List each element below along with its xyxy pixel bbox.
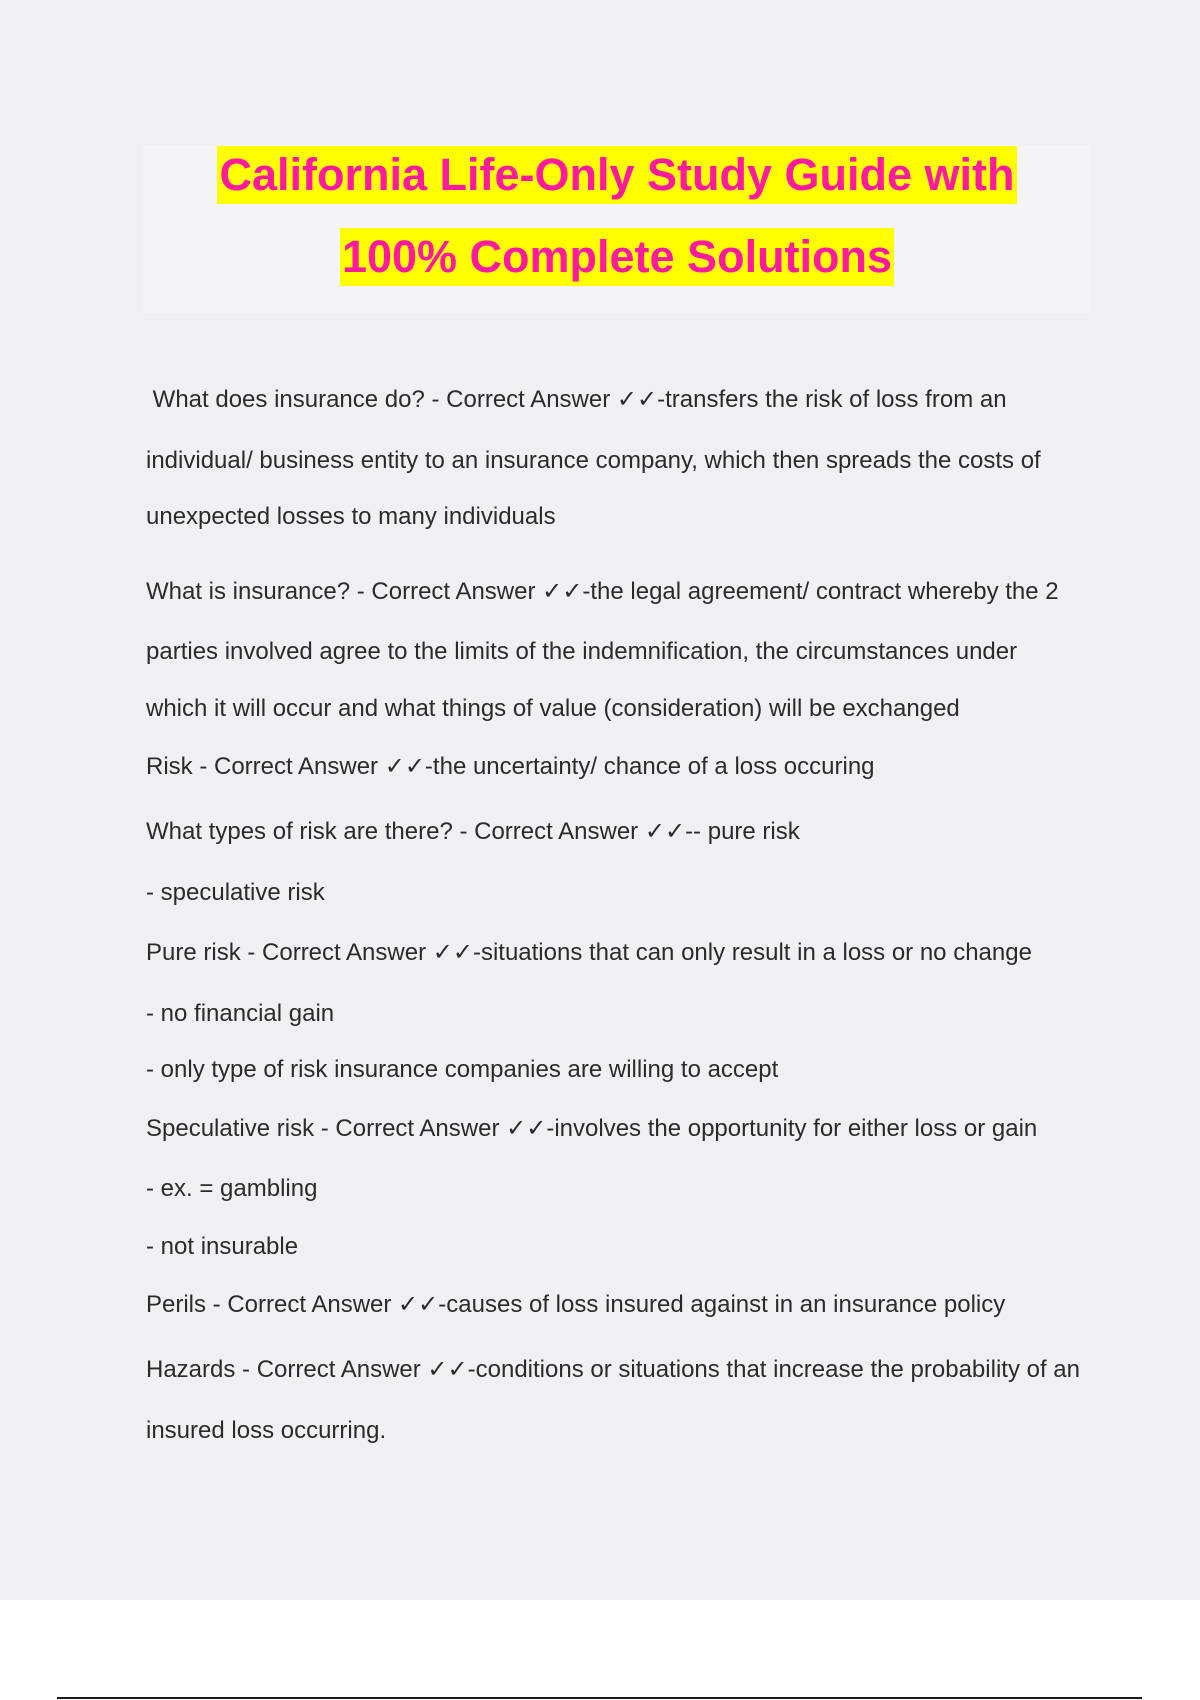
title-line-2-wrapper xyxy=(143,228,1091,286)
text-line: - no financial gain xyxy=(146,1000,335,1027)
title-block xyxy=(143,145,1091,313)
text-line: What does insurance do? - Correct Answer ✓✓-transfers the risk of loss from an xyxy=(146,386,1007,413)
text-line: - not insurable xyxy=(146,1233,299,1260)
text-line: - speculative risk xyxy=(146,879,325,906)
text-line: which it will occur and what things of value (consideration) will be exchanged xyxy=(146,695,960,722)
text-line: Pure risk - Correct Answer ✓✓-situations that can only result in a loss or no change xyxy=(146,939,1032,966)
text-line: Hazards - Correct Answer ✓✓-conditions or situations that increase the probability of an xyxy=(146,1356,1080,1383)
text-line: What types of risk are there? - Correct Answer ✓✓-- pure risk xyxy=(146,818,800,845)
text-line: individual/ business entity to an insurance company, which then spreads the costs of xyxy=(146,447,1041,474)
document-title-line-1: California Life-Only Study Guide with xyxy=(217,146,1016,204)
title-line-1-wrapper xyxy=(143,146,1091,204)
text-line: What is insurance? - Correct Answer ✓✓-the legal agreement/ contract whereby the 2 xyxy=(146,578,1059,605)
document-title-line-2: 100% Complete Solutions xyxy=(340,228,894,286)
text-line: - ex. = gambling xyxy=(146,1175,318,1202)
text-line: parties involved agree to the limits of the indemnification, the circumstances under xyxy=(146,638,1018,665)
text-line: insured loss occurring. xyxy=(146,1417,387,1444)
text-line: unexpected losses to many individuals xyxy=(146,503,556,530)
text-line: - only type of risk insurance companies are willing to accept xyxy=(146,1056,779,1083)
text-line: Speculative risk - Correct Answer ✓✓-involves the opportunity for either loss or gain xyxy=(146,1115,1038,1142)
text-line: Perils - Correct Answer ✓✓-causes of loss insured against in an insurance policy xyxy=(146,1291,1006,1318)
text-line: Risk - Correct Answer ✓✓-the uncertainty/ chance of a loss occuring xyxy=(146,753,875,780)
footer-divider xyxy=(57,1697,1142,1699)
